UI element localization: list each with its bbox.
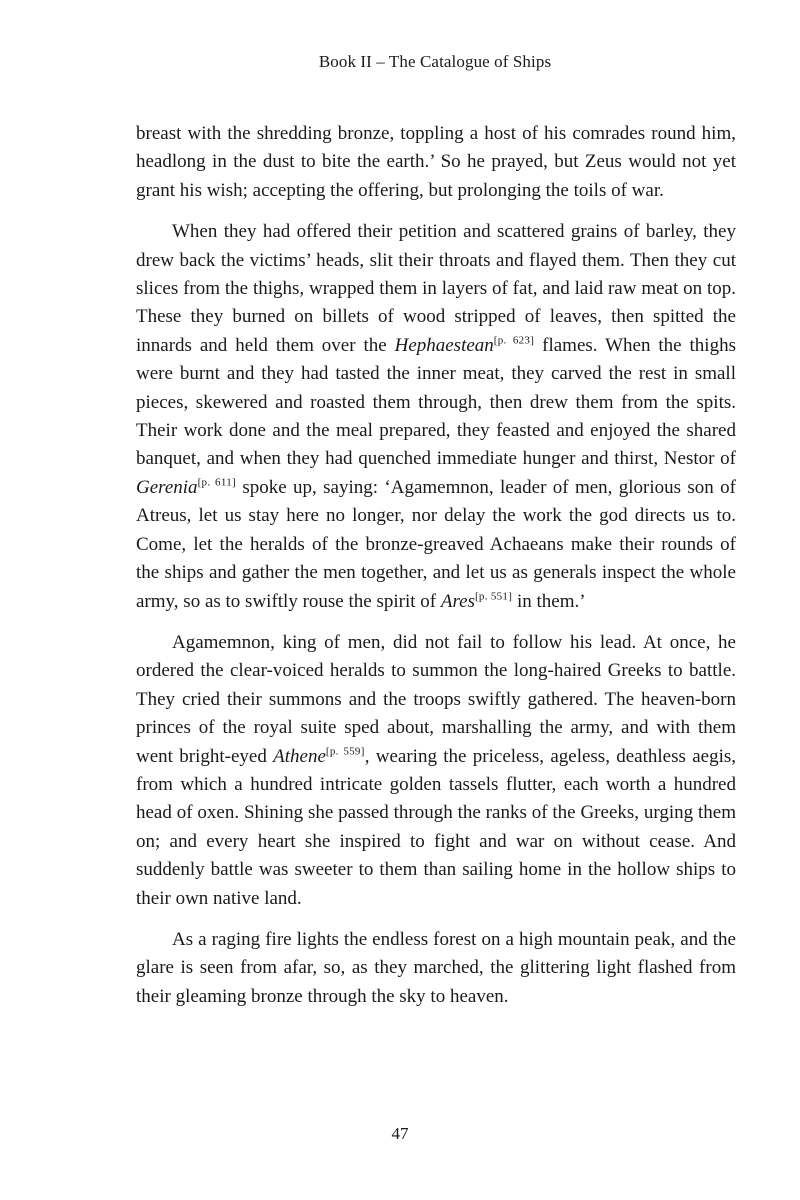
italic-term: Hephaestean xyxy=(394,334,494,356)
paragraph xyxy=(136,218,736,616)
page-reference-link[interactable]: [p. 623] xyxy=(493,334,535,347)
text-segment: Agamemnon, king of men, did not fail to follow his lead. At once, he ordered the clear-voiced heralds to summon the long-haired Greeks to battle. They cried their summons and the troops swiftly gathered. The heaven-born princes of the royal suite sped about, marshalling the army, and with them went bright-eyed xyxy=(136,631,736,767)
paragraph xyxy=(136,120,736,205)
italic-term: Gerenia xyxy=(136,476,198,498)
text-segment: breast with the shredding bronze, toppling a host of his comrades round him, headlong in the dust to bite the earth.’ So he prayed, but Zeus would not yet grant his wish; accepting the offering, but prolonging the toils of war. xyxy=(136,123,736,201)
body-text xyxy=(136,120,736,1024)
paragraph xyxy=(136,926,736,1011)
text-segment: As a raging fire lights the endless forest on a high mountain peak, and the glare is seen from afar, so, as they marched, the glittering light flashed from their gleaming bronze through the sky to heaven. xyxy=(136,928,736,1007)
running-header xyxy=(0,52,800,72)
page-reference-link[interactable]: [p. 551] xyxy=(474,590,513,603)
text-segment: spoke up, saying: ‘Agamemnon, leader of men, glorious son of Atreus, let us stay here no longer, nor delay the work the god directs us to. Come, let the heralds of the bronze-greaved Achaeans make their rounds of the ships and gather the men together, and let us as generals inspect the whole army, so as to swiftly rouse the spirit of xyxy=(136,476,736,612)
text-segment: , wearing the priceless, ageless, deathless aegis, from which a hundred intricate golden tassels flutter, each worth a hundred head of oxen. Shining she passed through the ranks of the Greeks, urging them on; and every heart she inspired to fight and war on without cease. And suddenly battle was sweeter to them than sailing home in the hollow ships to their own native land. xyxy=(136,745,736,909)
text-segment: in them.’ xyxy=(512,590,586,612)
italic-term: Ares xyxy=(440,590,475,612)
italic-term: Athene xyxy=(273,745,326,767)
page-reference-link[interactable]: [p. 559] xyxy=(325,745,365,758)
text-segment: flames. When the thighs were burnt and they had tasted the inner meat, they carved the rest in small pieces, skewered and roasted them through, then drew them from the spits. Their work done and the meal prepared, they feasted and enjoyed the shared banquet, and when they had quenched immediate hunger and thirst, Nestor of xyxy=(136,334,736,470)
page-number: 47 xyxy=(391,1124,409,1143)
page-reference-link[interactable]: [p. 611] xyxy=(197,476,236,489)
paragraph xyxy=(136,629,736,913)
running-title: Book II – The Catalogue of Ships xyxy=(318,52,552,71)
text-segment: When they had offered their petition and scattered grains of barley, they drew back the victims’ heads, slit their throats and flayed them. Then they cut slices from the thighs, wrapped them in layers of fat, and laid raw meat on top. These they burned on billets of wood stripped of leaves, then spitted the innards and held them over the xyxy=(136,221,736,356)
